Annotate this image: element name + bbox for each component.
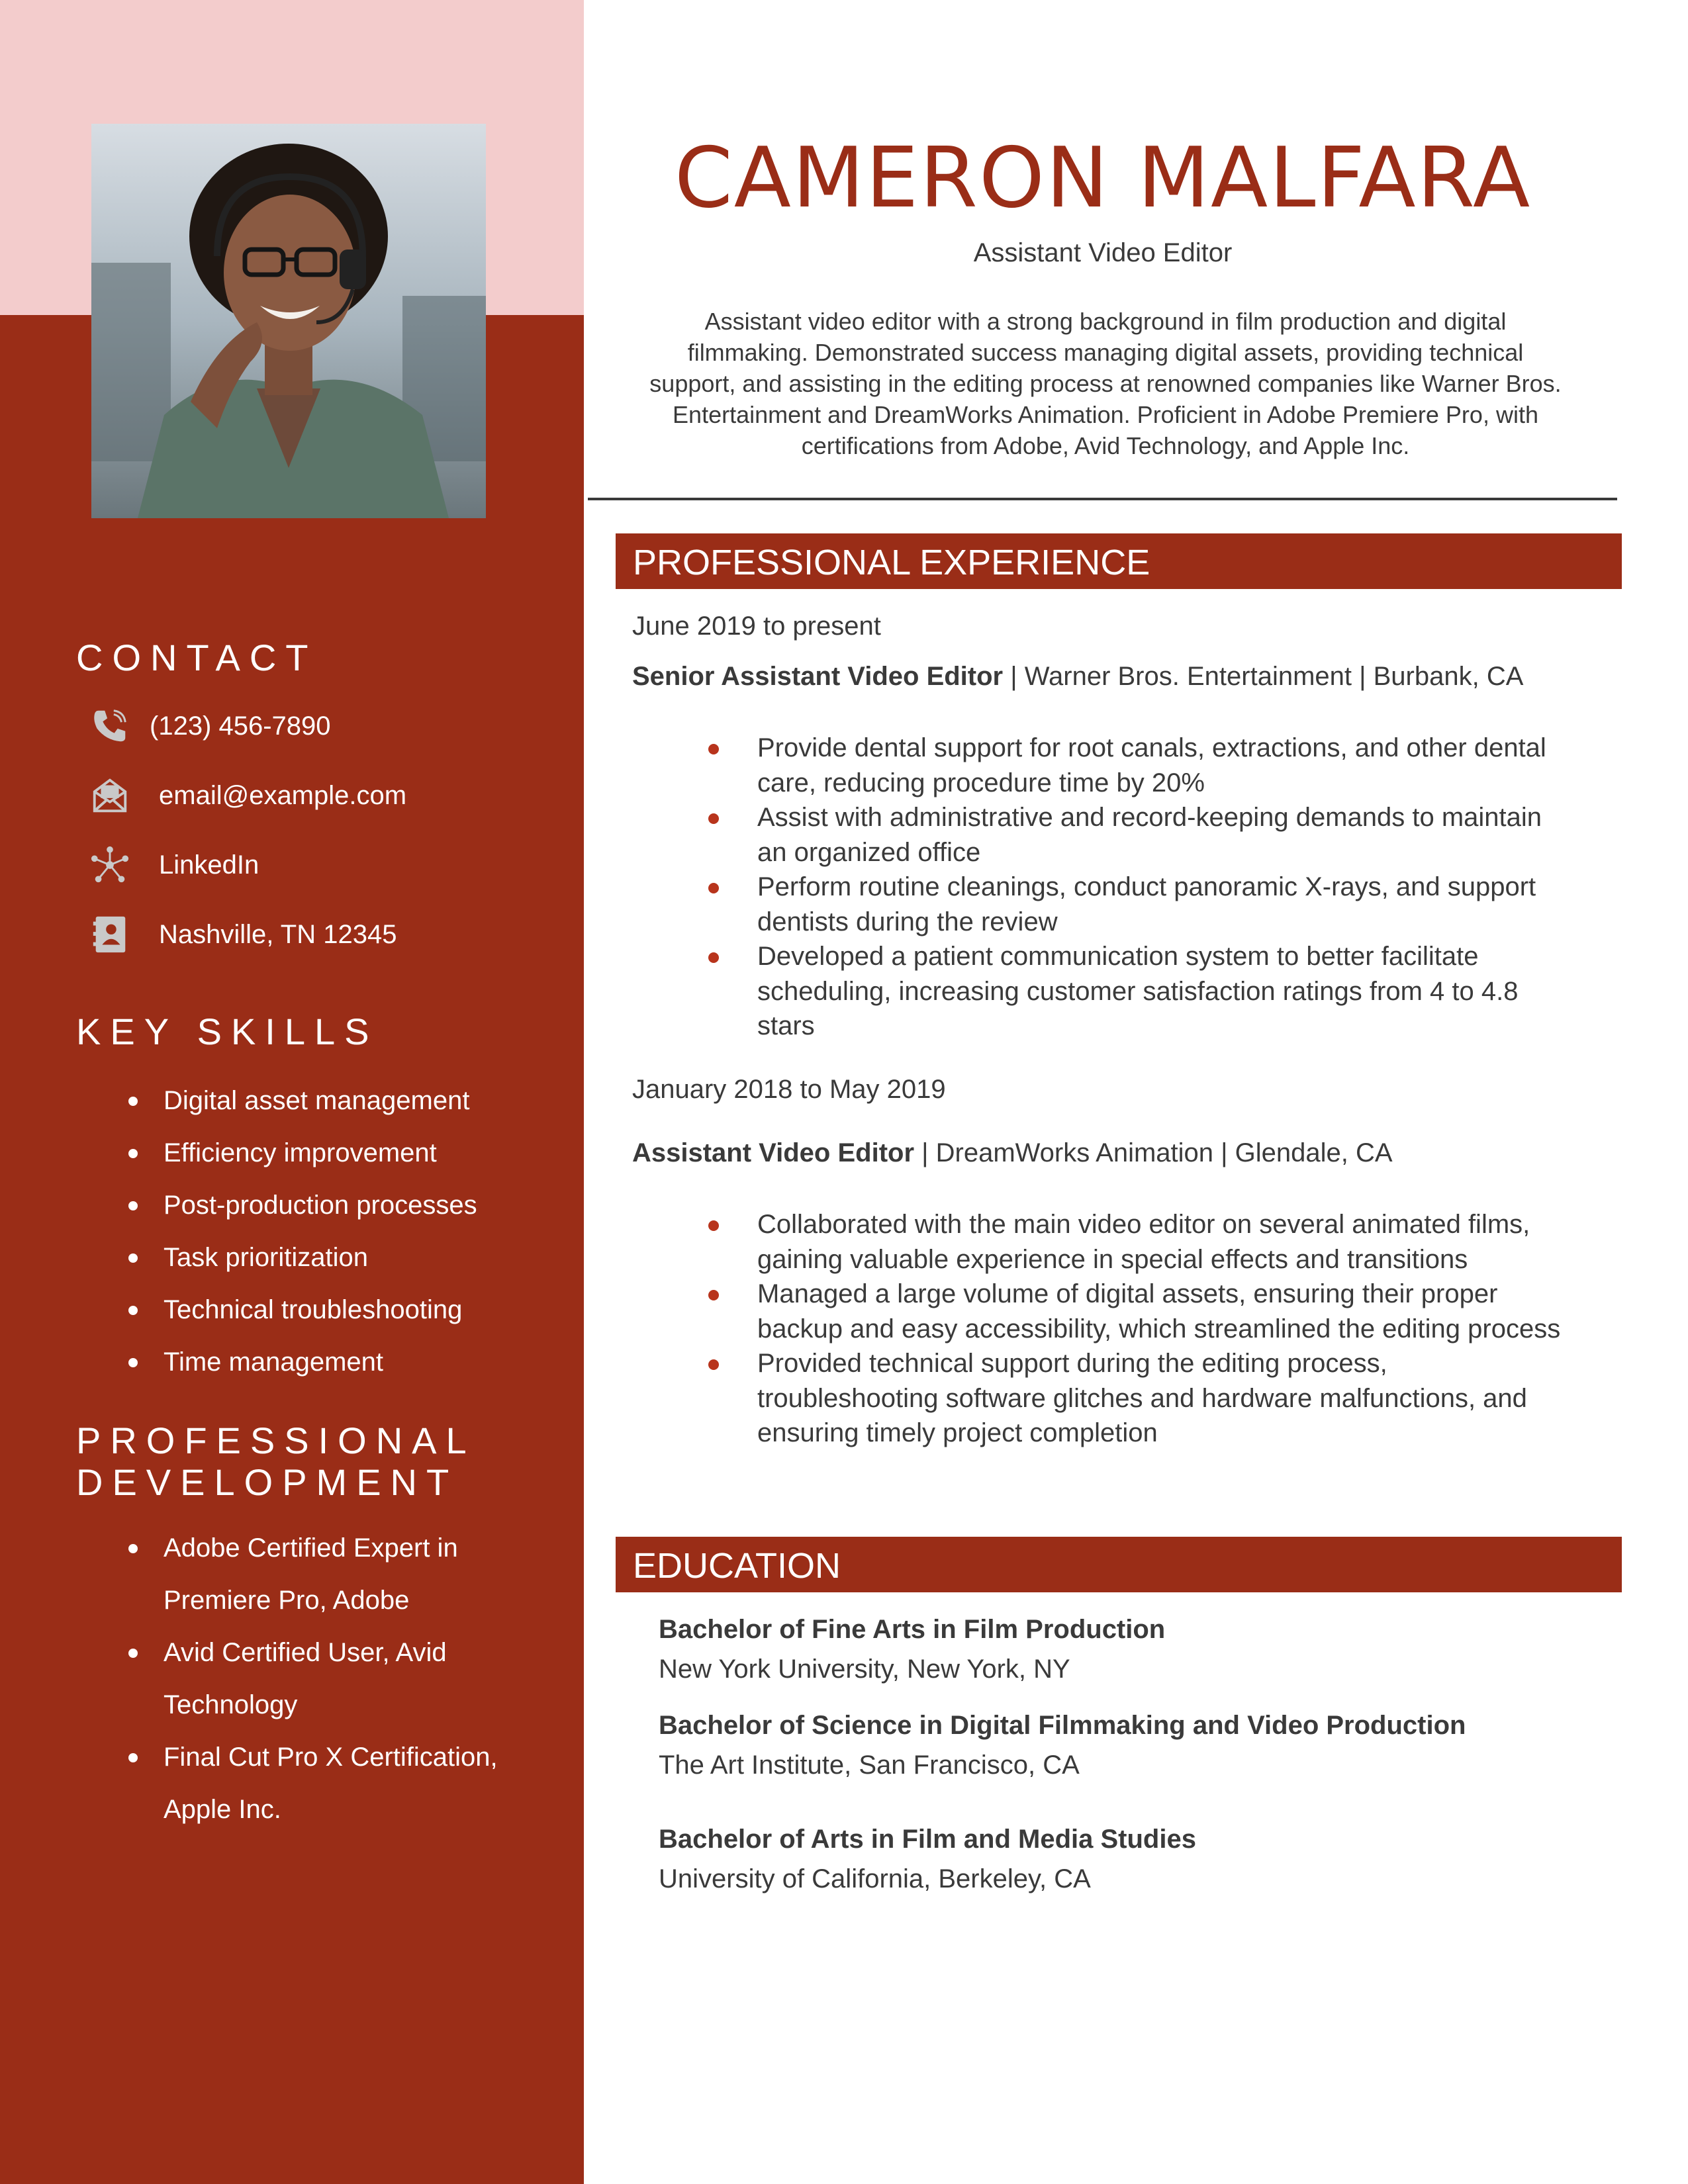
job-2-title: Assistant Video Editor bbox=[632, 1138, 915, 1167]
job-1-details: | Warner Bros. Entertainment | Burbank, CA bbox=[1003, 662, 1524, 691]
list-item: Provided technical support during the editing process, troubleshooting software glitches and hardware malfunctions, and ensuring timely project completion bbox=[708, 1346, 1562, 1451]
list-item: Developed a patient communication system to better facilitate scheduling, increasing customer satisfaction ratings from 4 to 4.8 stars bbox=[708, 939, 1562, 1044]
list-item: Technical troubleshooting bbox=[126, 1284, 563, 1336]
job-2-dates: January 2018 to May 2019 bbox=[632, 1075, 946, 1104]
skills-heading: KEY SKILLS bbox=[76, 1011, 379, 1052]
candidate-title: Assistant Video Editor bbox=[973, 238, 1233, 267]
education-2-degree: Bachelor of Science in Digital Filmmaking and Video Production bbox=[659, 1711, 1466, 1740]
list-item: Perform routine cleanings, conduct panoramic X-rays, and support dentists during the review bbox=[708, 870, 1562, 939]
education-3-school: University of California, Berkeley, CA bbox=[659, 1864, 1091, 1893]
contact-phone: (123) 456-7890 bbox=[150, 711, 331, 741]
experience-heading: PROFESSIONAL EXPERIENCE bbox=[616, 533, 1622, 589]
list-item: Post-production processes bbox=[126, 1179, 563, 1232]
development-heading-line-2: DEVELOPMENT bbox=[76, 1461, 459, 1503]
profile-photo bbox=[91, 124, 486, 518]
contact-phone-row[interactable] bbox=[86, 703, 563, 749]
list-item: Digital asset management bbox=[126, 1075, 563, 1127]
list-item: Avid Certified User, Avid Technology bbox=[126, 1627, 523, 1731]
divider bbox=[588, 498, 1617, 500]
list-item: Collaborated with the main video editor on several animated films, gaining valuable experience in special effects and transitions bbox=[708, 1207, 1562, 1277]
address-book-icon bbox=[86, 911, 134, 958]
contact-linkedin: LinkedIn bbox=[159, 850, 259, 880]
education-2-school: The Art Institute, San Francisco, CA bbox=[659, 1751, 1080, 1780]
list-item: Efficiency improvement bbox=[126, 1127, 563, 1179]
education-heading: EDUCATION bbox=[616, 1537, 1622, 1592]
email-icon bbox=[86, 772, 134, 819]
network-icon bbox=[86, 842, 134, 888]
development-list bbox=[126, 1522, 523, 1836]
candidate-name: CAMERON MALFARA bbox=[674, 129, 1532, 226]
contact-email: email@example.com bbox=[159, 780, 407, 810]
summary: Assistant video editor with a strong background in film production and digital filmmaking. Demonstrated success managing digital assets, providing technical support, and assisting in the editing process at renowned companies like Warner Bros. Entertainment and DreamWorks Animation. Proficient in Adobe Premiere Pro, with certifications from Adobe, Avid Technology, and Apple Inc. bbox=[649, 308, 1562, 459]
contact-email-row[interactable] bbox=[86, 772, 563, 819]
list-item: Adobe Certified Expert in Premiere Pro, Adobe bbox=[126, 1522, 523, 1627]
job-1-heading bbox=[632, 662, 1523, 692]
education-1-school: New York University, New York, NY bbox=[659, 1655, 1070, 1684]
list-item: Time management bbox=[126, 1336, 563, 1388]
list-item: Assist with administrative and record-keeping demands to maintain an organized office bbox=[708, 800, 1562, 870]
contact-address-row[interactable] bbox=[86, 911, 563, 958]
list-item: Managed a large volume of digital assets, ensuring their proper backup and easy accessibility, which streamlined the editing process bbox=[708, 1277, 1562, 1346]
skills-list bbox=[126, 1075, 563, 1388]
education-1-degree: Bachelor of Fine Arts in Film Production bbox=[659, 1615, 1166, 1644]
list-item: Provide dental support for root canals, extractions, and other dental care, reducing procedure time by 20% bbox=[708, 731, 1562, 800]
contact-linkedin-row[interactable] bbox=[86, 842, 563, 888]
education-3-degree: Bachelor of Arts in Film and Media Studies bbox=[659, 1825, 1196, 1854]
job-1-dates: June 2019 to present bbox=[632, 612, 881, 641]
development-heading bbox=[76, 1420, 566, 1503]
contact-address: Nashville, TN 12345 bbox=[159, 919, 397, 949]
job-2-bullets bbox=[708, 1207, 1562, 1451]
job-1-bullets bbox=[708, 731, 1562, 1044]
job-1-title: Senior Assistant Video Editor bbox=[632, 662, 1004, 691]
job-2-heading bbox=[632, 1138, 1393, 1168]
phone-icon bbox=[86, 703, 134, 749]
job-2-details: | DreamWorks Animation | Glendale, CA bbox=[914, 1138, 1393, 1167]
profile-photo-illustration bbox=[91, 124, 486, 518]
development-heading-line-1: PROFESSIONAL bbox=[76, 1420, 476, 1461]
contact-heading: CONTACT bbox=[76, 637, 318, 678]
list-item: Final Cut Pro X Certification, Apple Inc. bbox=[126, 1731, 523, 1836]
list-item: Task prioritization bbox=[126, 1232, 563, 1284]
